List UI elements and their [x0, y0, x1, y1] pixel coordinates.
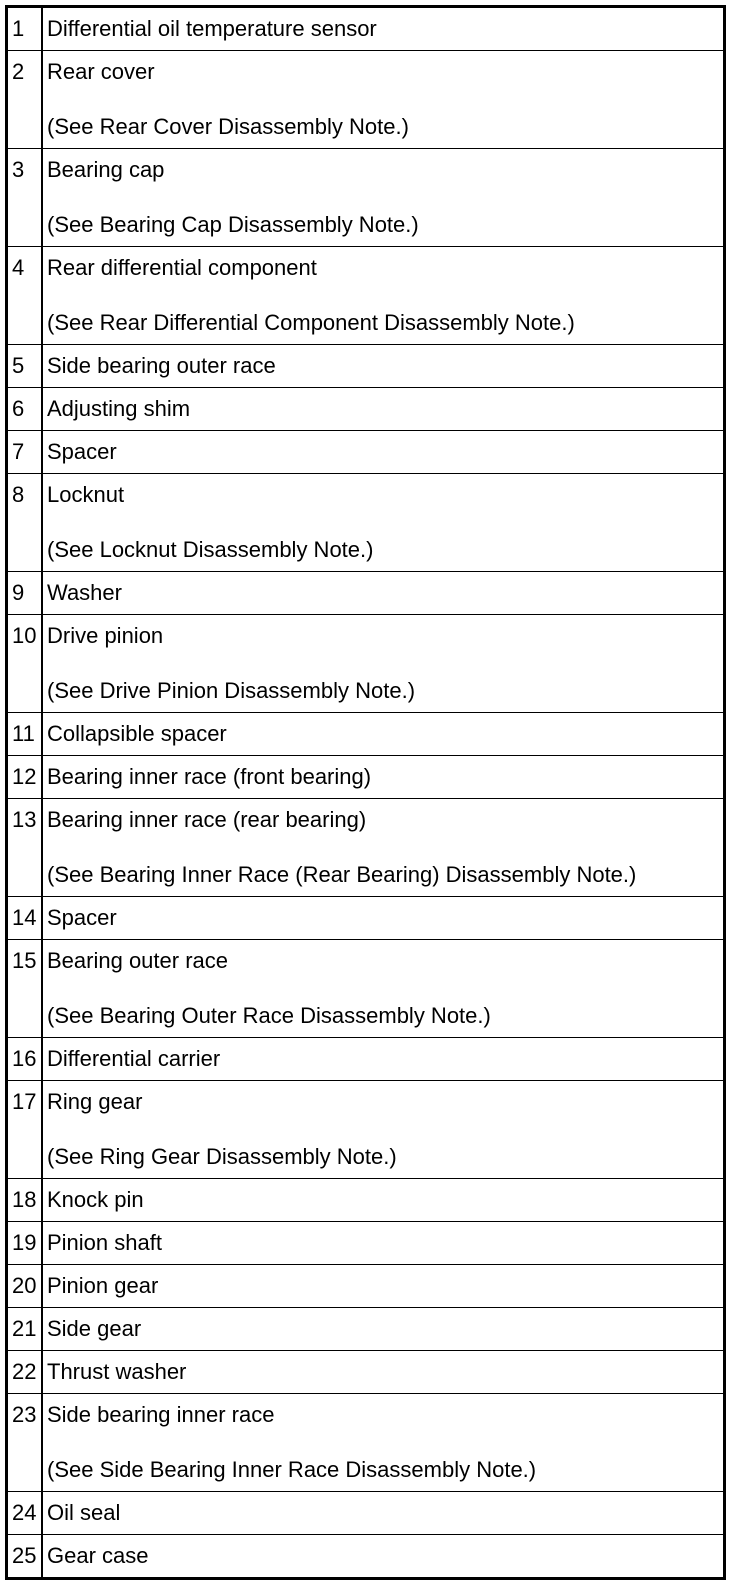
item-number-cell [7, 615, 43, 713]
item-number-cell [7, 1308, 43, 1351]
item-name: Oil seal [47, 1500, 121, 1525]
item-number: 16 [12, 1046, 37, 1071]
item-number-cell [7, 1038, 43, 1081]
item-number: 17 [12, 1089, 37, 1114]
table-row [7, 1265, 725, 1308]
item-number: 18 [12, 1187, 37, 1212]
item-number-cell [7, 345, 43, 388]
item-description-cell [42, 799, 725, 897]
item-number-cell [7, 1081, 43, 1179]
item-number: 22 [12, 1359, 37, 1384]
table-row [7, 149, 725, 247]
item-number-cell [7, 713, 43, 756]
table-row [7, 7, 725, 51]
item-description-cell [42, 1308, 725, 1351]
table-row [7, 51, 725, 149]
item-number-cell [7, 388, 43, 431]
item-description-cell [42, 1535, 725, 1579]
item-name: Spacer [47, 439, 117, 464]
table-row [7, 1351, 725, 1394]
item-number-cell [7, 474, 43, 572]
item-number: 3 [12, 157, 25, 182]
table-row [7, 1535, 725, 1579]
item-note: (See Bearing Outer Race Disassembly Note.) [47, 1003, 491, 1028]
item-name: Drive pinion [47, 623, 164, 648]
item-name: Side bearing inner race [47, 1402, 275, 1427]
item-number-cell [7, 572, 43, 615]
item-number: 7 [12, 439, 25, 464]
item-name: Collapsible spacer [47, 721, 227, 746]
item-number: 8 [12, 482, 25, 507]
item-name: Rear differential component [47, 255, 317, 280]
item-description-cell [42, 1492, 725, 1535]
item-description-cell [42, 1394, 725, 1492]
table-row [7, 713, 725, 756]
item-number-cell [7, 940, 43, 1038]
item-number: 4 [12, 255, 25, 280]
item-number-cell [7, 756, 43, 799]
item-number-cell [7, 51, 43, 149]
parts-table [5, 5, 726, 1580]
item-name: Differential carrier [47, 1046, 221, 1071]
item-description-cell [42, 1351, 725, 1394]
item-number: 13 [12, 807, 37, 832]
item-name: Differential oil temperature sensor [47, 16, 377, 41]
item-description-cell [42, 7, 725, 51]
item-description-cell [42, 1179, 725, 1222]
item-number: 2 [12, 59, 25, 84]
item-number-cell [7, 1492, 43, 1535]
item-name: Side bearing outer race [47, 353, 276, 378]
table-row [7, 1081, 725, 1179]
item-number-cell [7, 431, 43, 474]
item-number: 14 [12, 905, 37, 930]
item-note: (See Bearing Cap Disassembly Note.) [47, 212, 419, 237]
item-number: 9 [12, 580, 25, 605]
item-name: Bearing outer race [47, 948, 228, 973]
item-name: Bearing inner race (front bearing) [47, 764, 372, 789]
item-number: 23 [12, 1402, 37, 1427]
table-row [7, 897, 725, 940]
item-note: (See Rear Cover Disassembly Note.) [47, 114, 409, 139]
table-row [7, 799, 725, 897]
item-number-cell [7, 897, 43, 940]
item-number: 15 [12, 948, 37, 973]
item-description-cell [42, 1222, 725, 1265]
item-number-cell [7, 1351, 43, 1394]
item-note: (See Bearing Inner Race (Rear Bearing) Disassembly Note.) [47, 862, 637, 887]
item-description-cell [42, 431, 725, 474]
item-number: 12 [12, 764, 37, 789]
item-number-cell [7, 1179, 43, 1222]
item-number: 11 [12, 721, 35, 746]
item-description-cell [42, 345, 725, 388]
item-name: Ring gear [47, 1089, 143, 1114]
item-number: 25 [12, 1543, 37, 1568]
item-name: Bearing cap [47, 157, 165, 182]
item-name: Thrust washer [47, 1359, 187, 1384]
item-number-cell [7, 149, 43, 247]
item-description-cell [42, 940, 725, 1038]
item-description-cell [42, 756, 725, 799]
item-name: Washer [47, 580, 122, 605]
item-name: Gear case [47, 1543, 149, 1568]
item-name: Spacer [47, 905, 117, 930]
item-description-cell [42, 1265, 725, 1308]
item-description-cell [42, 51, 725, 149]
item-description-cell [42, 713, 725, 756]
item-description-cell [42, 1081, 725, 1179]
item-number: 6 [12, 396, 25, 421]
item-name: Bearing inner race (rear bearing) [47, 807, 367, 832]
item-description-cell [42, 897, 725, 940]
table-row [7, 1222, 725, 1265]
table-row [7, 1038, 725, 1081]
table-row [7, 431, 725, 474]
table-row [7, 1492, 725, 1535]
table-row [7, 474, 725, 572]
item-number: 24 [12, 1500, 37, 1525]
item-description-cell [42, 474, 725, 572]
item-note: (See Locknut Disassembly Note.) [47, 537, 374, 562]
item-name: Pinion shaft [47, 1230, 162, 1255]
item-number-cell [7, 1265, 43, 1308]
table-row [7, 1179, 725, 1222]
item-note: (See Rear Differential Component Disassembly Note.) [47, 310, 575, 335]
item-number: 5 [12, 353, 25, 378]
item-number-cell [7, 799, 43, 897]
item-name: Pinion gear [47, 1273, 159, 1298]
table-row [7, 572, 725, 615]
item-name: Adjusting shim [47, 396, 191, 421]
table-row [7, 1308, 725, 1351]
table-row [7, 756, 725, 799]
item-name: Side gear [47, 1316, 142, 1341]
parts-table-body [7, 7, 725, 1579]
item-name: Knock pin [47, 1187, 144, 1212]
item-description-cell [42, 388, 725, 431]
item-number-cell [7, 7, 43, 51]
item-number: 10 [12, 623, 37, 648]
item-number-cell [7, 1535, 43, 1579]
item-number: 21 [12, 1316, 37, 1341]
item-description-cell [42, 1038, 725, 1081]
table-row [7, 388, 725, 431]
item-description-cell [42, 149, 725, 247]
table-row [7, 1394, 725, 1492]
item-number: 1 [12, 16, 25, 41]
item-name: Locknut [47, 482, 125, 507]
item-description-cell [42, 615, 725, 713]
item-number-cell [7, 1222, 43, 1265]
table-row [7, 345, 725, 388]
item-name: Rear cover [47, 59, 155, 84]
item-number-cell [7, 247, 43, 345]
table-row [7, 940, 725, 1038]
item-description-cell [42, 572, 725, 615]
table-row [7, 247, 725, 345]
item-number: 20 [12, 1273, 37, 1298]
item-number-cell [7, 1394, 43, 1492]
item-note: (See Ring Gear Disassembly Note.) [47, 1144, 397, 1169]
item-note: (See Drive Pinion Disassembly Note.) [47, 678, 416, 703]
item-note: (See Side Bearing Inner Race Disassembly Note.) [47, 1457, 537, 1482]
item-number: 19 [12, 1230, 37, 1255]
table-row [7, 615, 725, 713]
item-description-cell [42, 247, 725, 345]
